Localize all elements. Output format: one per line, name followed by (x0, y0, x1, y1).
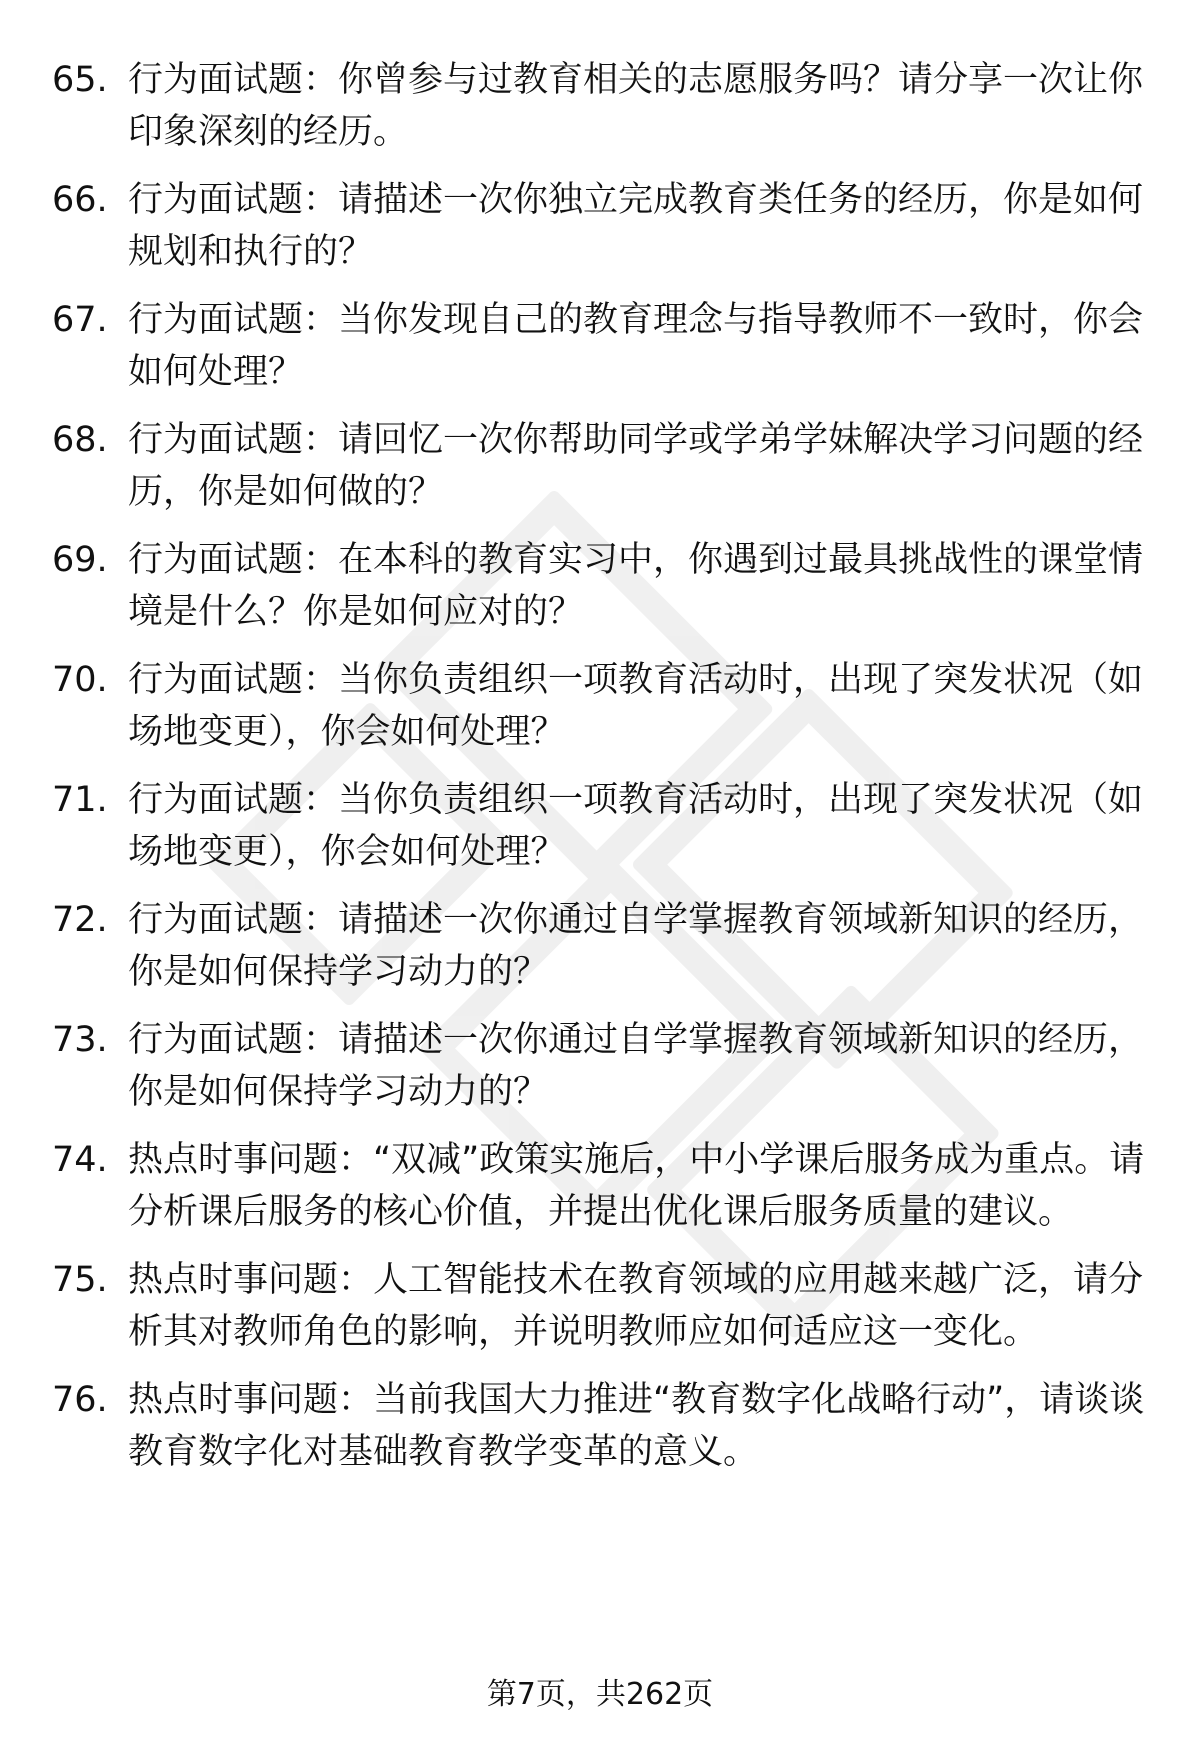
question-text: 行为面试题：请回忆一次你帮助同学或学弟学妹解决学习问题的经历，你是如何做的？ (128, 420, 1144, 512)
question-item (52, 534, 1152, 638)
question-text: 行为面试题：请描述一次你通过自学掌握教育领域新知识的经历，你是如何保持学习动力的？ (128, 900, 1144, 992)
question-number: 69. (52, 540, 108, 580)
question-number: 74. (52, 1140, 108, 1180)
question-number: 65. (52, 60, 108, 100)
question-number: 70. (52, 660, 108, 700)
question-text: 行为面试题：你曾参与过教育相关的志愿服务吗？请分享一次让你印象深刻的经历。 (128, 60, 1144, 152)
question-number: 72. (52, 900, 108, 940)
question-number: 68. (52, 420, 108, 460)
page-footer: 第7页，共262页 (486, 1677, 714, 1712)
question-text: 行为面试题：当你负责组织一项教育活动时，出现了突发状况（如场地变更），你会如何处理？ (128, 660, 1144, 752)
question-text: 行为面试题：在本科的教育实习中，你遇到过最具挑战性的课堂情境是什么？你是如何应对的？ (128, 540, 1144, 632)
question-number: 73. (52, 1020, 108, 1060)
question-text: 热点时事问题：当前我国大力推进“教育数字化战略行动”，请谈谈教育数字化对基础教育教学变革的意义。 (128, 1380, 1145, 1472)
question-item (52, 654, 1152, 758)
question-text: 热点时事问题：人工智能技术在教育领域的应用越来越广泛，请分析其对教师角色的影响，并说明教师应如何适应这一变化。 (128, 1260, 1144, 1352)
question-item (52, 774, 1152, 878)
question-item (52, 1014, 1152, 1118)
question-item (52, 54, 1152, 158)
question-text: 行为面试题：当你发现自己的教育理念与指导教师不一致时，你会如何处理？ (128, 300, 1144, 392)
question-number: 66. (52, 180, 108, 220)
question-item (52, 1374, 1152, 1478)
question-item (52, 894, 1152, 998)
question-item (52, 1254, 1152, 1358)
question-text: 热点时事问题：“双减”政策实施后，中小学课后服务成为重点。请分析课后服务的核心价值，并提出优化课后服务质量的建议。 (128, 1140, 1145, 1232)
question-text: 行为面试题：请描述一次你通过自学掌握教育领域新知识的经历，你是如何保持学习动力的？ (128, 1020, 1144, 1112)
question-list (52, 54, 1152, 1478)
question-number: 75. (52, 1260, 108, 1300)
question-text: 行为面试题：请描述一次你独立完成教育类任务的经历，你是如何规划和执行的？ (128, 180, 1144, 272)
question-number: 71. (52, 780, 108, 820)
question-number: 67. (52, 300, 108, 340)
question-item (52, 294, 1152, 398)
question-text: 行为面试题：当你负责组织一项教育活动时，出现了突发状况（如场地变更），你会如何处理？ (128, 780, 1144, 872)
question-item (52, 1134, 1152, 1238)
question-item (52, 414, 1152, 518)
question-number: 76. (52, 1380, 108, 1420)
question-item (52, 174, 1152, 278)
